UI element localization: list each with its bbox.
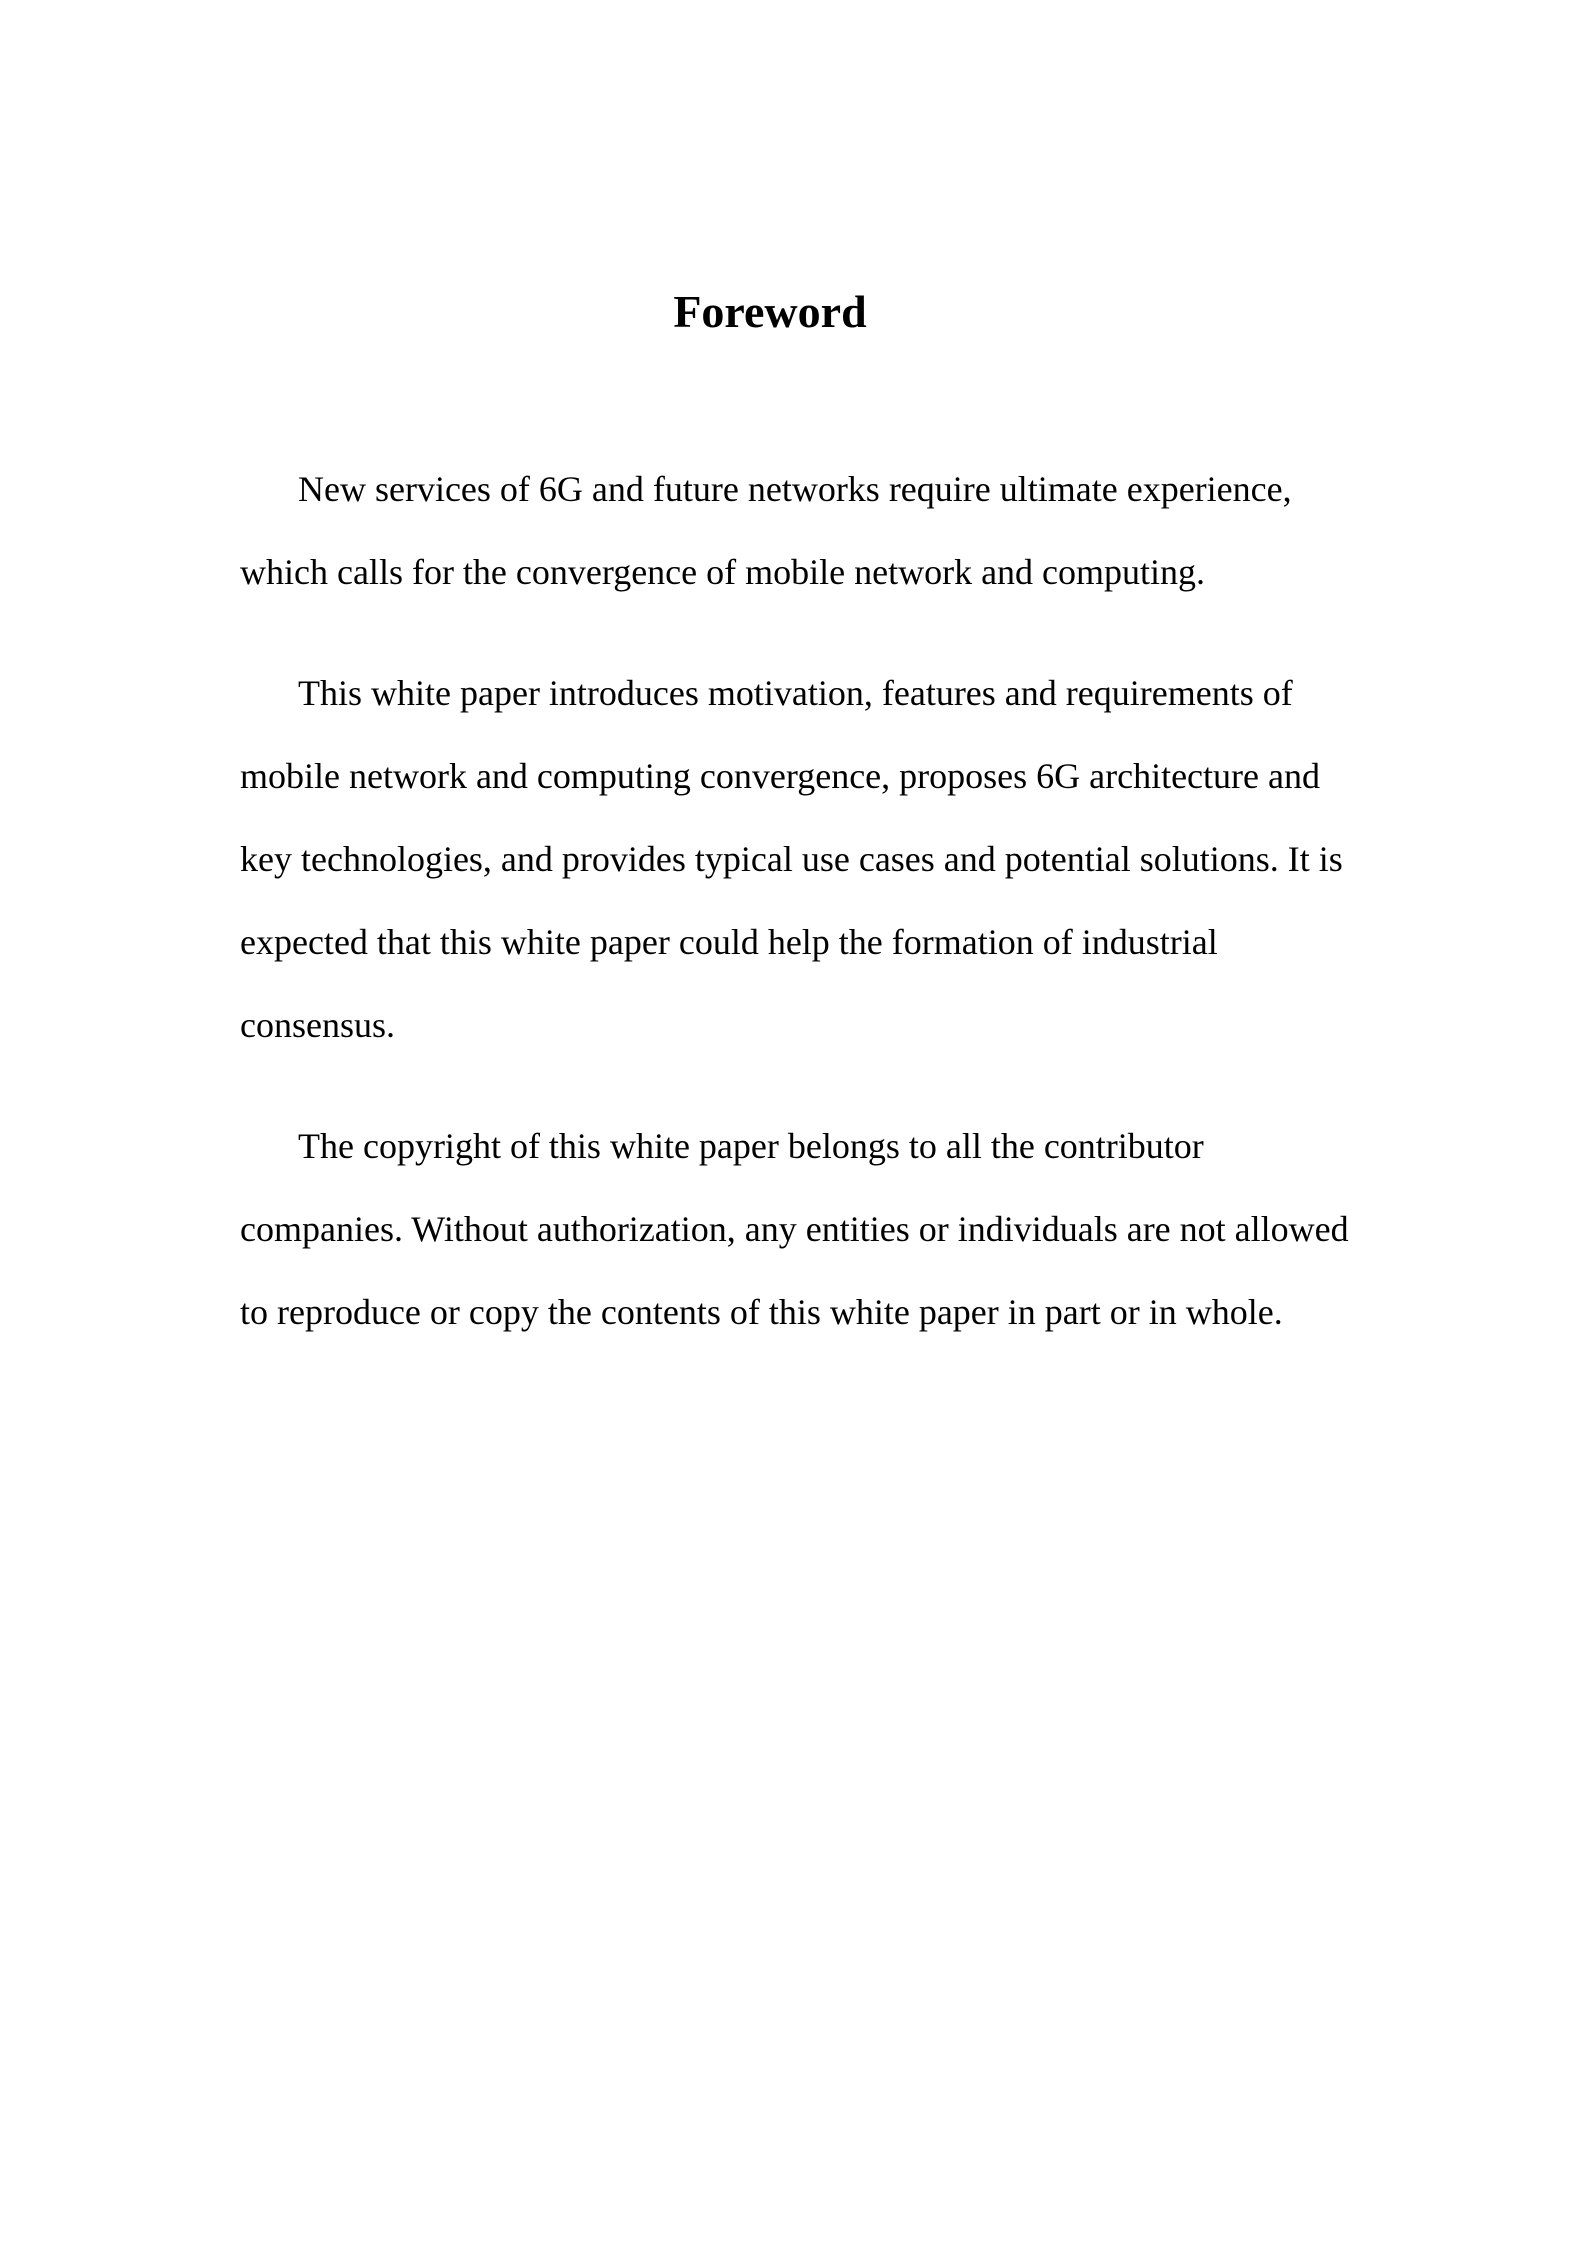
paragraph-2: This white paper introduces motivation, features and requirements of mobile network and computing convergence, proposes 6G architecture and key technologies, and provides typical use cases and potential solutions. It is expected that this white paper could help the formation of industrial consensus. — [240, 673, 1343, 1045]
paragraph-3: The copyright of this white paper belongs to all the contributor companies. Without authorization, any entities or individuals are not allowed to reproduce or copy the contents of this white paper in part or in whole. — [240, 1126, 1349, 1332]
paragraph-1: New services of 6G and future networks require ultimate experience, which calls for the convergence of mobile network and computing. — [240, 469, 1292, 592]
document-body — [240, 448, 1355, 1392]
page-title: Foreword — [673, 286, 867, 337]
